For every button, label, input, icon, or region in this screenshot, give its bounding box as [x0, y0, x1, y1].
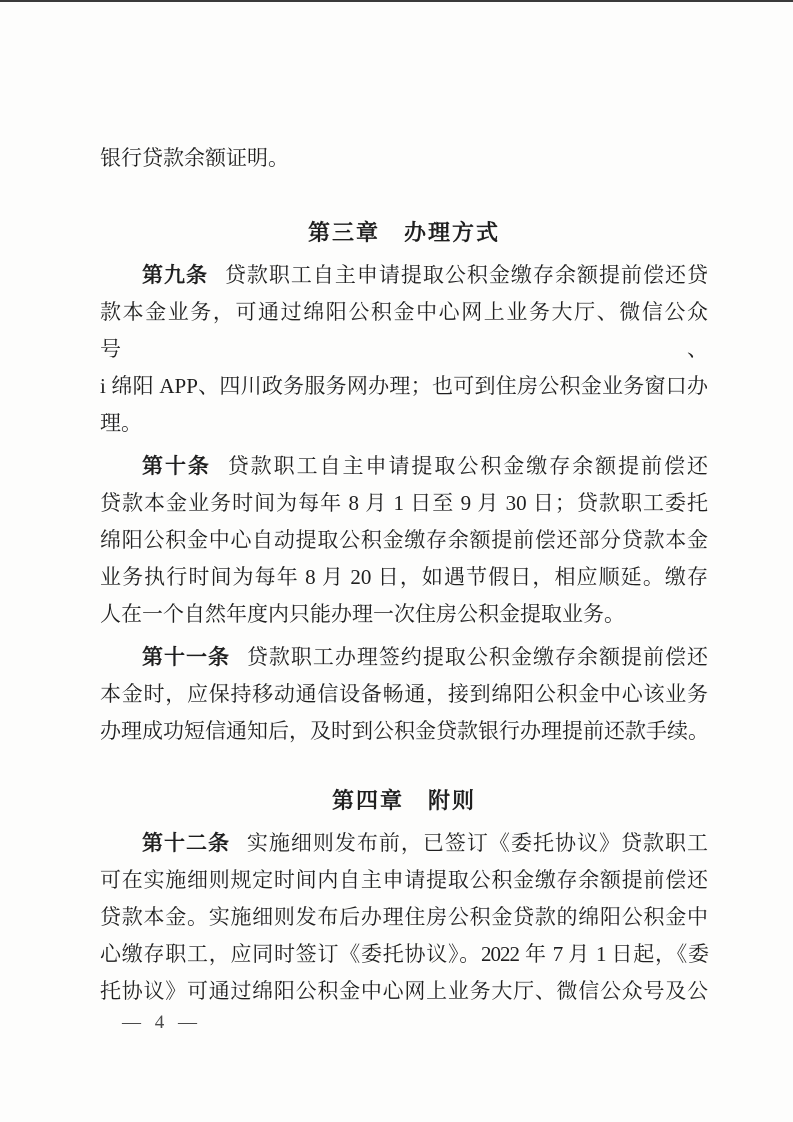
scan-edge-artifact: [0, 0, 793, 2]
page-number: — 4 —: [122, 1012, 198, 1033]
article-11-line-2: 本金时，应保持移动通信设备畅通，接到绵阳公积金中心该业务: [100, 682, 708, 706]
article-12: [100, 825, 708, 1010]
article-11-line-1: [100, 639, 708, 676]
article-12-line-2: 可在实施细则规定时间内自主申请提取公积金缴存余额提前偿还: [100, 868, 708, 892]
article-12-line-1: [100, 825, 708, 862]
article-11-lead: 第十一条: [142, 646, 231, 669]
article-12-line-5: 托协议》可通过绵阳公积金中心网上业务大厅、微信公众号及公: [100, 979, 708, 1003]
article-12-lead: 第十二条: [142, 832, 231, 855]
article-9-line-3: i 绵阳 APP、四川政务服务网办理；也可到住房公积金业务窗口办: [100, 374, 708, 398]
chapter-4-heading: 第四章 附则: [331, 788, 476, 813]
chapter-3-heading: 第三章 办理方式: [307, 220, 500, 245]
article-9-line-1: [100, 257, 708, 294]
article-11-text: 贷款职工办理签约提取公积金缴存余额提前偿还: [246, 645, 709, 669]
article-10-line-3: 绵阳公积金中心自动提取公积金缴存余额提前偿还部分贷款本金: [100, 528, 708, 552]
article-10-lead: 第十条: [142, 455, 211, 478]
article-10-line-1: [100, 448, 708, 485]
article-9-lead: 第九条: [142, 264, 209, 287]
article-9: [100, 257, 708, 442]
page-footer: [122, 1010, 198, 1036]
article-11-line-3: 办理成功短信通知后，及时到公积金贷款银行办理提前还款手续。: [100, 719, 708, 743]
article-10: [100, 448, 708, 633]
article-12-line-4: 心缴存职工，应同时签订《委托协议》。2022 年 7 月 1 日起，《委: [100, 942, 708, 966]
article-10-line-4: 业务执行时间为每年 8 月 20 日，如遇节假日，相应顺延。缴存: [100, 565, 708, 589]
article-12-text: 实施细则发布前，已签订《委托协议》贷款职工: [246, 831, 709, 855]
article-9-text: 贷款职工自主申请提取公积金缴存余额提前偿还贷: [224, 263, 709, 287]
article-12-line-3: 贷款本金。实施细则发布后办理住房公积金贷款的绵阳公积金中: [100, 905, 708, 929]
article-9-line-4: 理。: [100, 411, 142, 435]
article-10-line-2: 贷款本金业务时间为每年 8 月 1 日至 9 月 30 日；贷款职工委托: [100, 491, 708, 515]
document-body: [100, 140, 708, 1010]
article-10-line-5: 人在一个自然年度内只能办理一次住房公积金提取业务。: [100, 602, 625, 626]
article-11: [100, 639, 708, 750]
continuation-paragraph-line: 银行贷款余额证明。: [100, 146, 289, 170]
article-9-line-2: 款本金业务，可通过绵阳公积金中心网上业务大厅、微信公众号、: [100, 300, 708, 361]
article-10-text: 贷款职工自主申请提取公积金缴存余额提前偿还: [227, 454, 709, 478]
